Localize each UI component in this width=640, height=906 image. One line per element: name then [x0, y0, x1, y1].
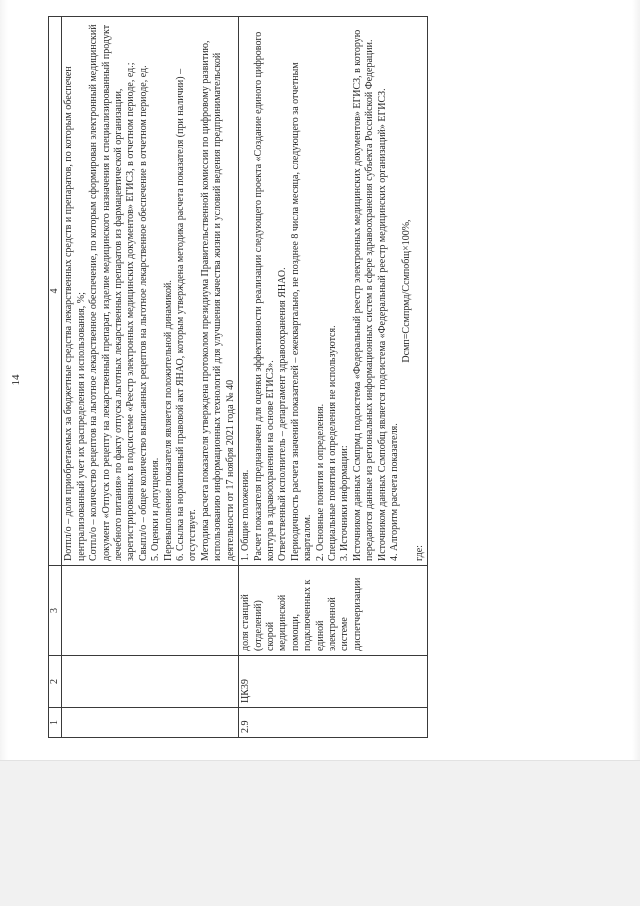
table-row-continued [62, 17, 239, 738]
header-col-2: 2 [49, 656, 62, 708]
indicator-code: ЦК39 [239, 656, 428, 708]
text-line: Сотпл/о – количество рецептов на льготное лекарственное обеспечение, по которым сформирован электронный медицинский документ «Отпуск по рецепту на лекарственный препарат, изделие медицинского назначения и специализированный продукт лечебного питания» по факту отпуска льготных лекарственных препаратов из фармацевтической организации, зарегистрированных в подсистеме «Реестр электронных медицинских документов» ЕГИСЗ, в отчетном периоде, ед.; [88, 24, 137, 561]
text-line: Dотпл/о – доля приобретаемых за бюджетные средства лекарственных средств и препаратов, по которым обеспечен централизованный учет их распределения и использования, %; [63, 66, 87, 561]
text-line: 6. Ссылка на нормативный правовой акт ЯНАО, которым утверждена методика расчета показателя (при наличии) – отсутствует. [175, 68, 199, 561]
text-line: 5. Оценки и допущения. [150, 457, 162, 561]
text-line: Источником данных Ссмпобщ является подсистема «Федеральный реестр медицинских организаций» ЕГИСЗ. [376, 88, 388, 561]
methodology-text-continued [62, 17, 239, 566]
text-line: Источником данных Ссмпрмд подсистема «Федеральный реестр электронных медицинских документов» ЕГИСЗ, в которую передаются данные из региональных информационных систем в сфере здравоохранения субъекта Российской Федерации. [351, 29, 376, 561]
header-col-3: 3 [49, 566, 62, 656]
text-line: 4. Алгоритм расчета показателя. [388, 423, 400, 561]
page-number: 14 [10, 374, 22, 386]
methodology-text [239, 17, 428, 566]
formula: Dсмп=Ссмпрмд/Ссмпобщ×100%, [401, 219, 413, 363]
text-line: 1. Общие положения. [240, 469, 252, 561]
where-label: где: [413, 545, 425, 561]
row-number: 2.9 [239, 708, 428, 738]
text-line: Периодичность расчета значений показателей – ежеквартально, не позднее 8 числа месяца, следующего за отчетным кварталом. [289, 62, 314, 561]
text-line: Перевыполнение показателя является положительной динамикой. [162, 280, 174, 561]
text-line: Методика расчета показателя утверждена протоколом президиума Правительственной комиссии по цифровому развитию, использованию информационных технологий для улучшения качества жизни и условий ведения предпринимательской деятельности от 17 ноября 2021 года № 40 [199, 40, 236, 561]
text-line: 2. Основные понятия и определения. [314, 403, 326, 561]
text-line: Расчет показателя предназначен для оценки эффективности реализации следующего проекта «Создание единого цифрового контура в здравоохранении на основе ЕГИСЗ». [252, 31, 276, 561]
text-line: Свыпл/о – общее количество выписанных рецептов на льготное лекарственное обеспечение в отчетном периоде, ед. [137, 65, 149, 561]
header-col-1: 1 [49, 708, 62, 738]
text-line: 3. Источники информации: [339, 445, 351, 561]
header-col-4: 4 [49, 17, 62, 566]
indicator-table [48, 16, 428, 738]
table-header-row [49, 17, 62, 738]
scanner-margin [0, 760, 640, 906]
table-row-2-9 [239, 17, 428, 738]
text-line: Специальные понятия и определения не используются. [326, 325, 338, 561]
indicator-name: доля станций (отделений) скорой медицинской помощи, подключенных к единой электронной системе диспетчеризации [239, 566, 428, 656]
text-line: Ответственный исполнитель – департамент здравоохранения ЯНАО. [277, 267, 289, 561]
